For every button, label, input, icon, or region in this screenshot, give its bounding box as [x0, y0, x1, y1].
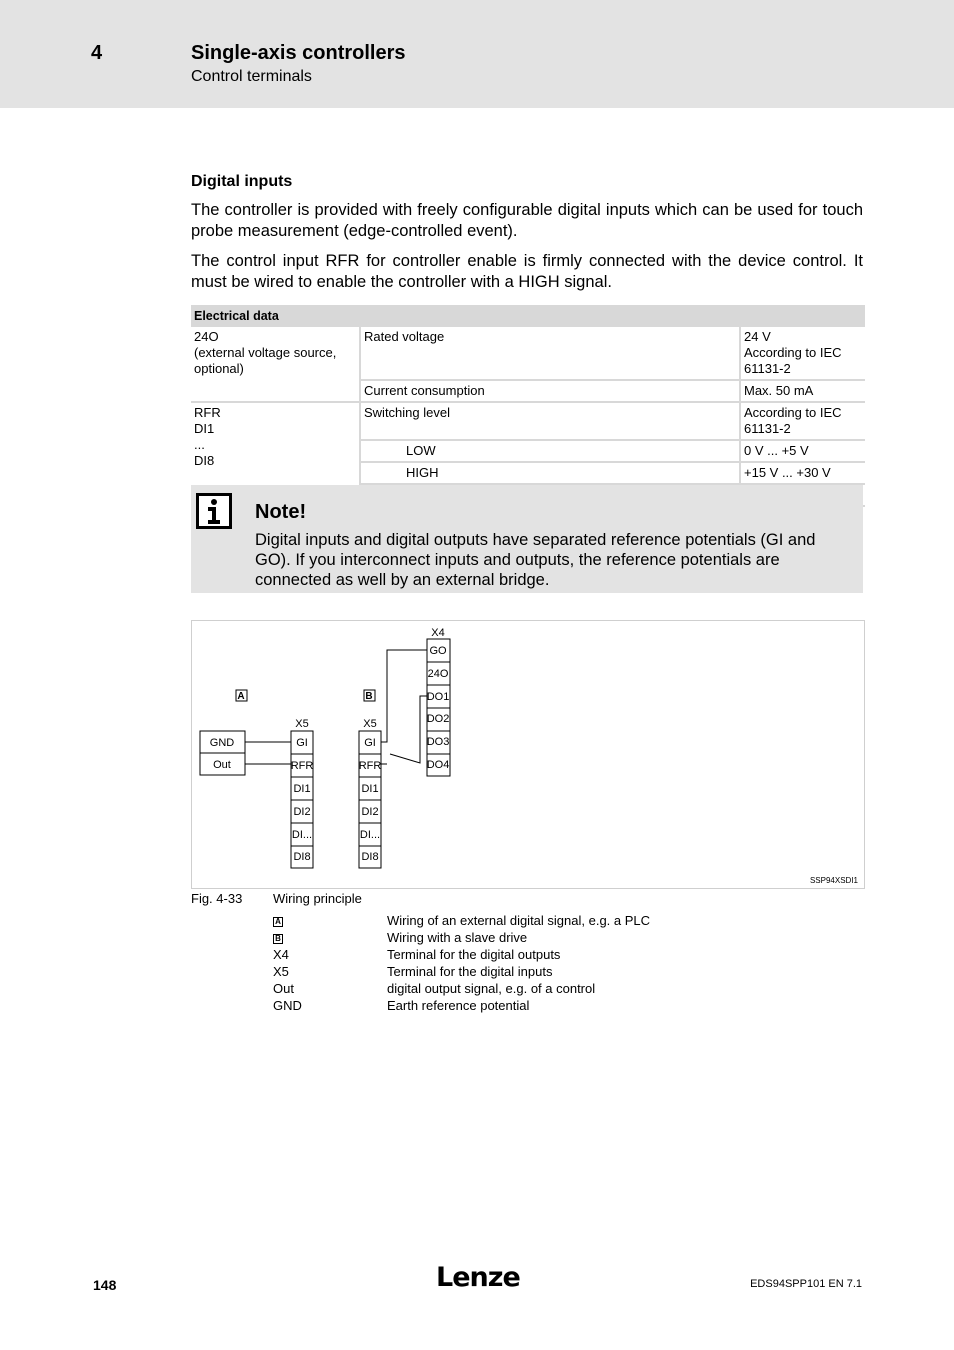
legend-item: X5 Terminal for the digital inputs — [273, 964, 553, 979]
figure-caption: Wiring principle — [273, 891, 362, 906]
current-consumption-label: Current consumption — [360, 380, 740, 402]
note-box — [191, 485, 863, 593]
note-text: Digital inputs and digital outputs have separated reference potentials (GI and GO). If you interconnect inputs and outputs, the reference potentials are connected as well by an external bridge. — [255, 531, 816, 589]
svg-text:B: B — [365, 691, 373, 702]
chapter-header — [0, 0, 954, 108]
svg-text:DI1: DI1 — [361, 783, 379, 795]
rated-voltage-value: 24 V According to IEC 61131-2 — [740, 327, 865, 380]
rated-voltage-label: Rated voltage — [360, 327, 740, 380]
info-icon — [196, 493, 228, 525]
figure-number: Fig. 4-33 — [191, 891, 243, 906]
svg-text:DI1: DI1 — [293, 783, 311, 795]
svg-text:X4: X4 — [431, 627, 445, 639]
switching-level-value: According to IEC 61131-2 — [740, 402, 865, 440]
table-group-inputs: RFR DI1 ... DI8 — [191, 402, 360, 506]
paragraph-1: The controller is provided with freely configurable digital inputs which can be used for touch probe measurement (edge-controlled event). — [191, 201, 863, 240]
svg-text:DI...: DI... — [291, 829, 313, 841]
low-label: LOW — [360, 440, 740, 462]
legend-item: X4 Terminal for the digital outputs — [273, 947, 561, 962]
high-value: +15 V ... +30 V — [740, 462, 865, 484]
current-consumption-value: Max. 50 mA — [740, 380, 865, 402]
legend-item: GND Earth reference potential — [273, 998, 530, 1013]
svg-text:GI: GI — [364, 737, 376, 749]
switching-level-label: Switching level — [360, 402, 740, 440]
figure-code: SSP94XSDI1 — [809, 876, 858, 885]
svg-text:DI2: DI2 — [293, 806, 311, 818]
legend-item: A Wiring of an external digital signal, e.g. a PLC — [273, 913, 773, 930]
svg-text:24O: 24O — [427, 668, 449, 680]
svg-text:A: A — [237, 691, 245, 702]
chapter-number: 4 — [91, 42, 103, 64]
svg-text:DI...: DI... — [359, 829, 381, 841]
paragraph-2: The control input RFR for controller enable is firmly connected with the device control. It must be wired to enable the controller with a HIGH signal. — [191, 252, 863, 291]
svg-text:RFR: RFR — [358, 760, 382, 772]
svg-text:Out: Out — [213, 759, 231, 771]
figure-legend — [273, 913, 773, 1015]
svg-text:DO2: DO2 — [426, 713, 450, 725]
svg-text:GO: GO — [429, 645, 447, 657]
section-heading: Digital inputs — [191, 173, 293, 190]
svg-text:DO4: DO4 — [426, 759, 450, 771]
svg-text:DI8: DI8 — [293, 851, 311, 863]
svg-text:DI2: DI2 — [361, 806, 379, 818]
svg-text:GI: GI — [296, 737, 308, 749]
wiring-figure — [191, 620, 865, 889]
svg-text:X5: X5 — [363, 718, 377, 730]
svg-text:DO1: DO1 — [426, 691, 450, 703]
page-number: 148 — [93, 1277, 117, 1293]
svg-text:DO3: DO3 — [426, 736, 450, 748]
note-title: Note! — [255, 501, 307, 523]
electrical-data-table — [191, 305, 865, 507]
lenze-logo: Lenze — [436, 1262, 520, 1293]
table-header: Electrical data — [191, 305, 865, 327]
chapter-title: Single-axis controllers — [191, 42, 406, 64]
svg-text:DI8: DI8 — [361, 851, 379, 863]
svg-text:RFR: RFR — [290, 760, 314, 772]
table-group-24o: 24O (external voltage source, optional) — [191, 327, 360, 402]
high-label: HIGH — [360, 462, 740, 484]
wiring-diagram — [192, 621, 864, 888]
low-value: 0 V ... +5 V — [740, 440, 865, 462]
legend-item: B Wiring with a slave drive — [273, 930, 773, 947]
document-code: EDS94SPP101 EN 7.1 — [750, 1278, 862, 1290]
svg-text:GND: GND — [209, 737, 235, 749]
chapter-subtitle: Control terminals — [191, 68, 312, 85]
legend-item: Out digital output signal, e.g. of a control — [273, 981, 596, 996]
svg-text:X5: X5 — [295, 718, 309, 730]
